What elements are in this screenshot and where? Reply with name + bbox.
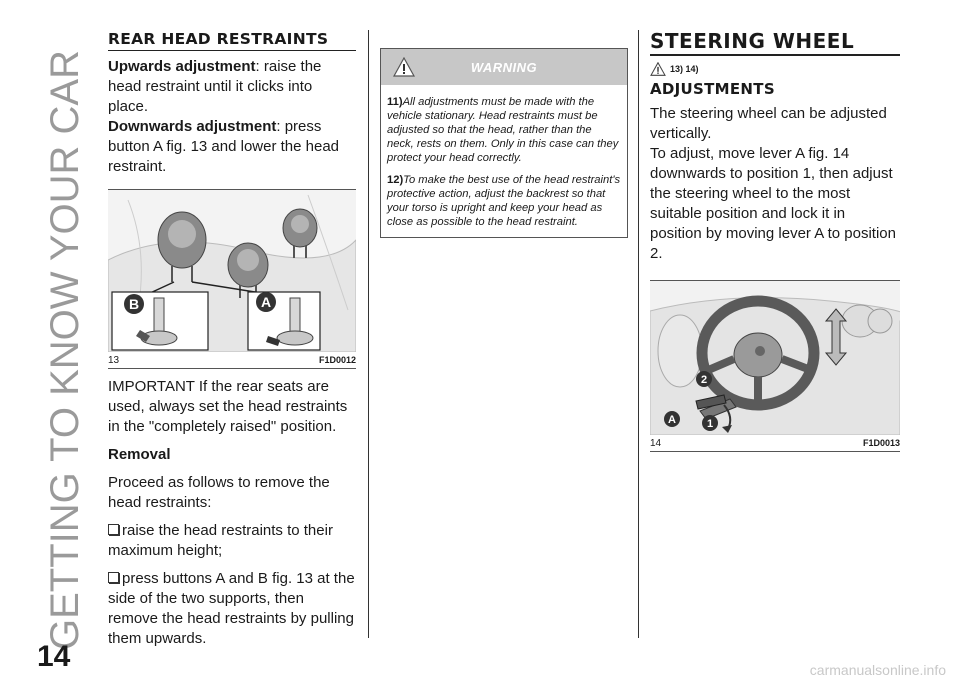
watermark: carmanualsonline.info	[809, 662, 946, 678]
warning-box	[380, 48, 628, 238]
list-item-text: raise the head restraints to their maximum height;	[108, 522, 333, 559]
callout-2: 2	[700, 374, 708, 386]
figure-caption	[650, 435, 900, 451]
column-divider	[638, 30, 639, 638]
list-item	[108, 569, 356, 649]
warning-body	[381, 85, 627, 237]
paragraph: The steering wheel can be adjusted vertically.	[650, 105, 887, 142]
note-number: 12)	[387, 174, 404, 186]
section-heading: STEERING WHEEL	[650, 30, 900, 56]
warning-note	[387, 173, 621, 229]
column-warning	[380, 48, 628, 238]
important-note: IMPORTANT If the rear seats are used, always set the head restraints in the "completely raised" position.	[108, 378, 348, 435]
callout-a: A	[668, 414, 676, 426]
figure-14	[650, 280, 900, 452]
reference-numbers: 13) 14)	[670, 64, 699, 74]
downwards-label: Downwards adjustment	[108, 118, 277, 135]
warning-triangle-icon	[650, 62, 666, 76]
removal-intro: Proceed as follows to remove the head restraints:	[108, 474, 330, 511]
warning-header	[381, 49, 627, 85]
list-item-text: press buttons A and B fig. 13 at the side of the two supports, then remove the head restraints by pulling them upwards.	[108, 570, 355, 647]
figure-code: F1D0013	[862, 438, 900, 448]
figure-number: 13	[108, 355, 120, 366]
subheading: ADJUSTMENTS	[650, 80, 775, 98]
bullet-checkbox-icon	[108, 524, 119, 535]
section-heading: REAR HEAD RESTRAINTS	[108, 30, 356, 51]
side-chapter-title	[20, 30, 90, 670]
removal-heading: Removal	[108, 446, 171, 463]
warning-references	[650, 62, 900, 76]
note-number: 11)	[387, 96, 403, 108]
note-text: To make the best use of the head restraint's protective action, adjust the backrest so that your torso is upright and keep your head as close as possible to the head restraint.	[387, 174, 621, 228]
warning-note	[387, 95, 621, 165]
paragraph: To adjust, move lever A fig. 14 downwards to position 1, then adjust the steering wheel to the most suitable position and lock it in position by moving lever A to position 2.	[650, 145, 896, 262]
head-restraint-illustration	[108, 190, 356, 352]
bullet-checkbox-icon	[108, 572, 119, 583]
callout-a: A	[260, 294, 272, 310]
steering-wheel-illustration	[650, 281, 900, 435]
column-rear-head-restraints	[108, 30, 356, 649]
list-item	[108, 521, 356, 561]
column-steering-wheel	[650, 30, 900, 452]
column-divider	[368, 30, 369, 638]
downwards-text: : press button A fig. 13 and lower the head restraint.	[108, 118, 340, 175]
warning-title: WARNING	[470, 60, 538, 75]
figure-number: 14	[650, 438, 662, 449]
note-text: All adjustments must be made with the vehicle stationary. Head restraints must be adjusted so that the head, rather than the neck, rests on them. Only in this case can they protect your head correctly.	[387, 96, 619, 164]
figure-caption	[108, 352, 356, 368]
upwards-paragraph	[108, 57, 356, 117]
downwards-paragraph	[108, 117, 356, 177]
callout-b: B	[128, 296, 140, 312]
callout-1: 1	[706, 418, 714, 430]
figure-13	[108, 189, 356, 369]
upwards-label: Upwards adjustment	[108, 58, 256, 75]
page-number: 14	[37, 640, 71, 673]
upwards-text: : raise the head restraint until it clicks into place.	[108, 58, 322, 115]
side-title-text: GETTING TO KNOW YOUR CAR	[43, 49, 87, 650]
figure-code: F1D0012	[318, 355, 356, 365]
